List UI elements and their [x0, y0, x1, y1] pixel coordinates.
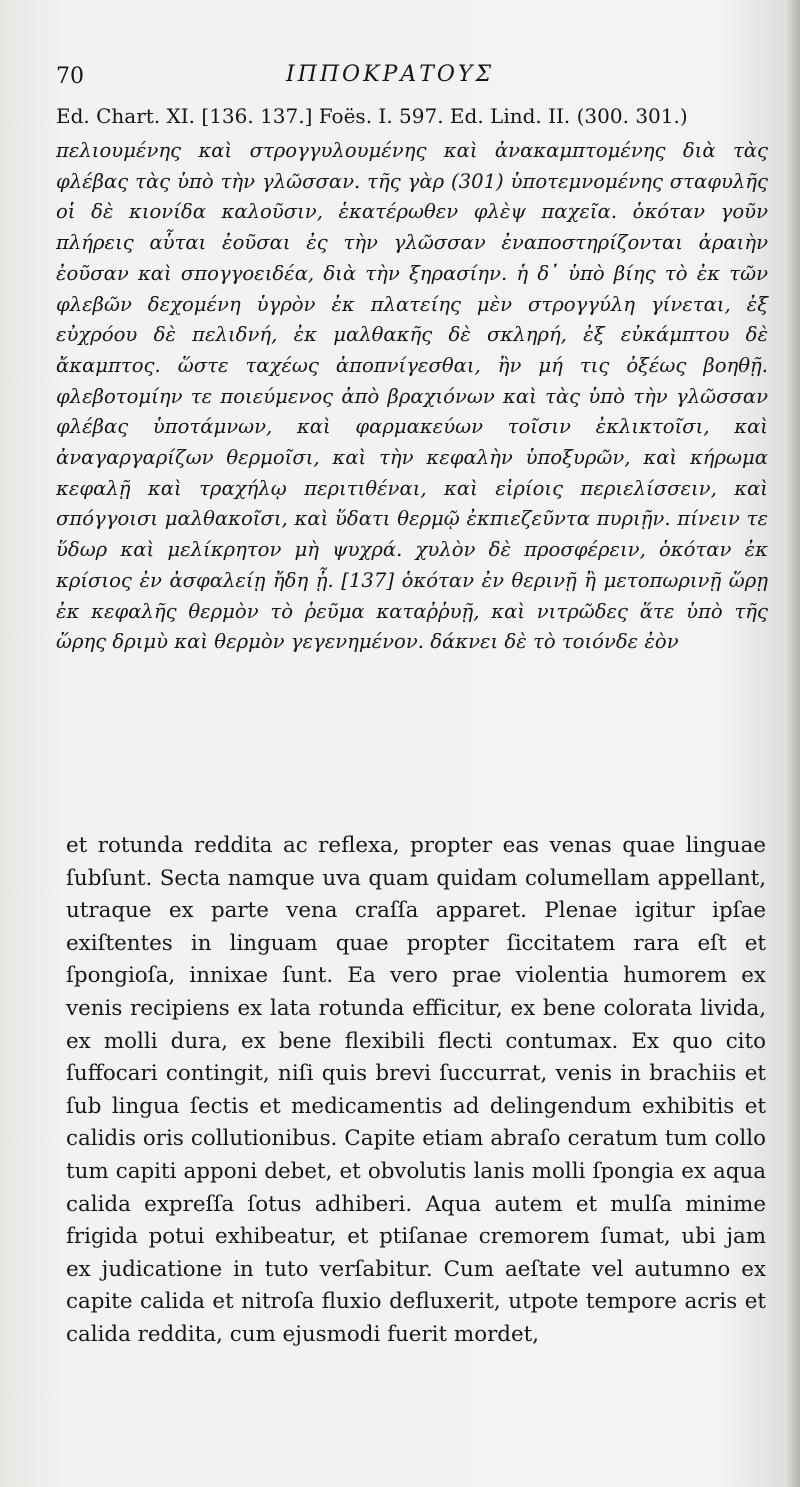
page-gutter-shadow [786, 0, 800, 1487]
greek-text-block: πελιουμένης καὶ στρογγυλουμένης καὶ ἀνακαμπτομένης διὰ τὰς φλέβας τὰς ὑπὸ τὴν γλῶσσαν. τῆς γὰρ (301) ὑποτεμνομένης σταφυλῆς οἱ δὲ κιονίδα καλοῦσιν, ἑκατέρωθεν φλὲψ παχεῖα. ὁκόταν γοῦν πλήρεις αὗται ἐοῦσαι ἐς τὴν γλῶσσαν ἐναποστηρίζονται ἀραιὴν ἐοῦσαν καὶ σπογγοειδέα, διὰ τὴν ξηρασίην. ἡ δ᾽ ὑπὸ βίης τὸ ἐκ τῶν φλεβῶν δεχομένη ὑγρὸν ἐκ πλατείης μὲν στρογγύλη γίνεται, ἐξ εὐχρόου δὲ πελιδνή, ἐκ μαλθακῆς δὲ σκληρή, ἐξ εὐκάμπτου δὲ ἄκαμπτος. ὥστε ταχέως ἀποπνίγεσθαι, ἢν μή τις ὀξέως βοηθῇ. φλεβοτομίην τε ποιεύμενος ἀπὸ βραχιόνων καὶ τὰς ὑπὸ τὴν γλῶσσαν φλέβας ὑποτάμνων, καὶ φαρμακεύων τοῖσιν ἐκλικτοῖσι, καὶ ἀναγαργαρίζων θερμοῖσι, καὶ τὴν κεφαλὴν ὑποξυρῶν, καὶ κήρωμα κεφαλῇ καὶ τραχήλῳ περιτιθέναι, καὶ εἰρίοις περιελίσσειν, καὶ σπόγγοισι μαλθακοῖσι, καὶ ὕδατι θερμῷ ἐκπιεζεῦντα πυριῇν. πίνειν τε ὕδωρ καὶ μελίκρητον μὴ ψυχρά. χυλὸν δὲ προσφέρειν, ὁκόταν ἐκ κρίσιος ἐν ἀσφαλείῃ ἤδη ᾖ. [137] ὁκόταν ἐν θερινῇ ἢ μετοπωρινῇ ὥρῃ ἐκ κεφαλῆς θερμὸν τὸ ῥεῦμα καταῤῥυῇ, καὶ νιτρῶδες ἅτε ὑπὸ τῆς ὥρης δριμὺ καὶ θερμὸν γεγενημένον. δάκνει δὲ τὸ τοιόνδε ἐὸν [56, 139, 768, 654]
edition-reference: Ed. Chart. XI. [136. 137.] Foës. I. 597. Ed. Lind. II. (300. 301.) [56, 104, 688, 128]
page-number: 70 [56, 64, 84, 89]
page-header [56, 58, 756, 92]
running-title: ΙΠΠΟΚΡΑΤΟΥΣ [286, 62, 495, 87]
latin-text-block: et rotunda reddita ac reflexa, propter eas venas quae linguae ſubſunt. Secta namque uva quam quidam columellam appellant, utraque ex parte vena craſſa apparet. Plenae igitur ipſae exiſtentes in linguam quae propter ſiccitatem rara eſt et ſpongioſa, innixae ſunt. Ea vero prae violentia humorem ex venis recipiens ex lata rotunda efficitur, ex bene colorata livida, ex molli dura, ex bene flexibili flecti contumax. Ex quo cito ſuffocari contingit, niſi quis brevi ſuccurrat, venis in brachiis et ſub lingua ſectis et medicamentis ad delingendum exhibitis et calidis oris collutionibus. Capite etiam abraſo ceratum tum collo tum capiti apponi debet, et obvolutis lanis molli ſpongia ex aqua calida expreſſa ſotus adhiberi. Aqua autem et mulſa minime frigida potui exhibeatur, et ptiſanae cremorem ſumat, ubi jam ex judicatione in tuto verſabitur. Cum aeſtate vel autumno ex capite calida et nitroſa fluxio defluxerit, utpote tempore acris et calida reddita, cum ejusmodi fuerit mordet, [66, 833, 766, 1347]
